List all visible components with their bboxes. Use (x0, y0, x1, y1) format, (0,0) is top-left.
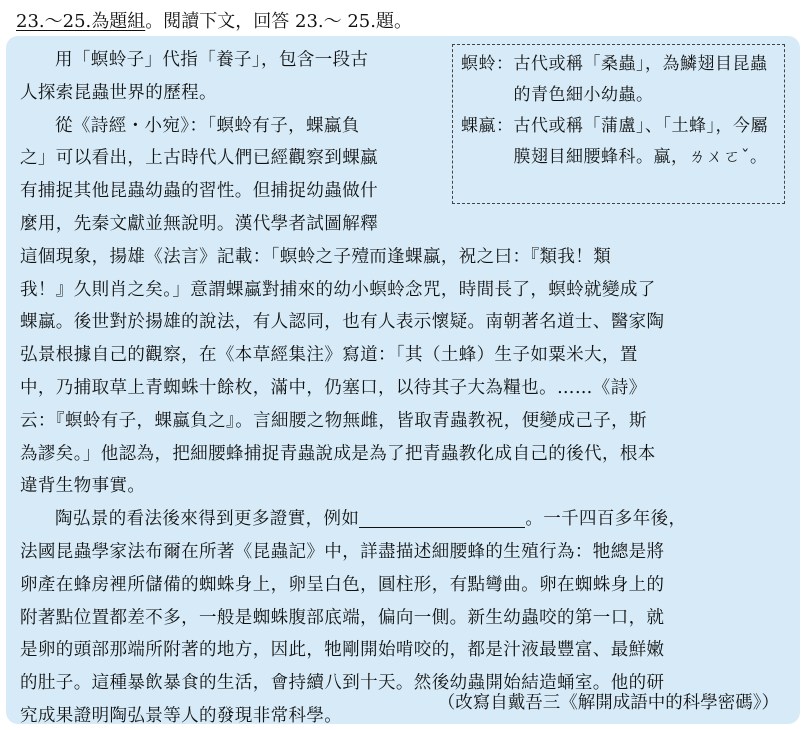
passage-line: 有捕捉其他昆蟲幼蟲的習性。但捕捉幼蟲做什 (20, 181, 378, 202)
passage-line: 是卵的頭部那端所附著的地方，因此，牠剛開始啃咬的，都是汁液最豐富、最鮮嫩 (20, 640, 665, 661)
passage-line: 我！』久則肖之矣。」意謂蜾蠃對捕來的幼小螟蛉念咒，時間長了，螟蛉就變成了 (20, 279, 656, 300)
gloss-term: 螟蛉： (461, 54, 514, 74)
passage-line: 弘景根據自己的觀察，在《本草經集注》寫道：「其（土蜂）生子如粟米大，置 (20, 345, 638, 366)
passage-line: 之」可以看出，上古時代人們已經觀察到蜾蠃 (20, 148, 378, 169)
passage-line: 人探索昆蟲世界的歷程。 (20, 82, 217, 103)
passage-line: 這個現象，揚雄《法言》記載：「螟蛉之子殪而逢蜾蠃，祝之曰：『類我！類 (20, 246, 612, 267)
gloss-entry (461, 111, 778, 173)
passage-line: 究成果證明陶弘景等人的發現非常科學。 (20, 705, 343, 726)
fill-in-blank (359, 507, 525, 528)
passage-line: 從《詩經・小宛》：「螟蛉有子，蜾蠃負 (55, 115, 360, 136)
gloss-term: 蜾蠃： (461, 116, 514, 136)
passage-line: 卵產在蜂房裡所儲備的蜘蛛身上，卵呈白色，圓柱形，有點彎曲。卵在蜘蛛身上的 (20, 574, 665, 595)
source-citation: （改寫自戴吾三《解開成語中的科學密碼》） (437, 693, 779, 713)
passage-text-before-blank: 陶弘景的看法後來得到更多證實，例如 (55, 509, 360, 530)
passage-line: 用「螟蛉子」代指「養子」，包含一段古 (55, 50, 369, 70)
question-set-header (16, 8, 412, 36)
paragraph-1 (20, 44, 445, 110)
passage-line: 違背生物事實。 (20, 476, 146, 497)
passage-line: 為謬矣。」他認為，把細腰蜂捕捉青蟲說成是為了把青蟲教化成自己的後代，根本 (20, 443, 656, 464)
passage-line: 蜾蠃。後世對於揚雄的說法，有人認同，也有人表示懷疑。南朝著名道士、醫家陶 (20, 312, 665, 333)
gloss-definition: 古代或稱「蒲盧」、「土蜂」，今屬膜翅目細腰蜂科。蠃，ㄌㄨㄛˇ。 (513, 116, 768, 167)
gloss-entry (461, 49, 778, 111)
passage-line: 中，乃捕取草上青蜘蛛十餘枚，滿中，仍塞口，以待其子大為糧也。……《詩》 (20, 377, 647, 398)
passage-line: 法國昆蟲學家法布爾在所著《昆蟲記》中，詳盡描述細腰蜂的生殖行為：牠總是將 (20, 541, 665, 562)
passage-line: 云：『螟蛉有子，蜾蠃負之』。言細腰之物無雌，皆取青蟲教祝，便變成己子，斯 (20, 410, 647, 431)
gloss-definition: 古代或稱「桑蟲」，為鱗翅目昆蟲的青色細小幼蟲。 (513, 54, 768, 105)
passage-line-with-blank (20, 503, 780, 536)
question-range-marker: 23.～25.為題組 (16, 11, 146, 32)
passage-line: 附著點位置都差不多，一般是蜘蛛腹部底端，偏向一側。新生幼蟲咬的第一口，就 (20, 607, 665, 628)
vocabulary-gloss-box (452, 44, 785, 204)
question-instruction: 。閱讀下文，回答 23.～ 25.題。 (145, 11, 412, 32)
passage-text-after-blank: 。一千四百多年後， (525, 509, 687, 530)
passage-line: 麼用，先秦文獻並無說明。漢代學者試圖解釋 (20, 213, 378, 234)
passage-line: 的肚子。這種暴飲暴食的生活，會持續八到十天。然後幼蟲開始結造蛹室。他的研 (20, 673, 665, 694)
